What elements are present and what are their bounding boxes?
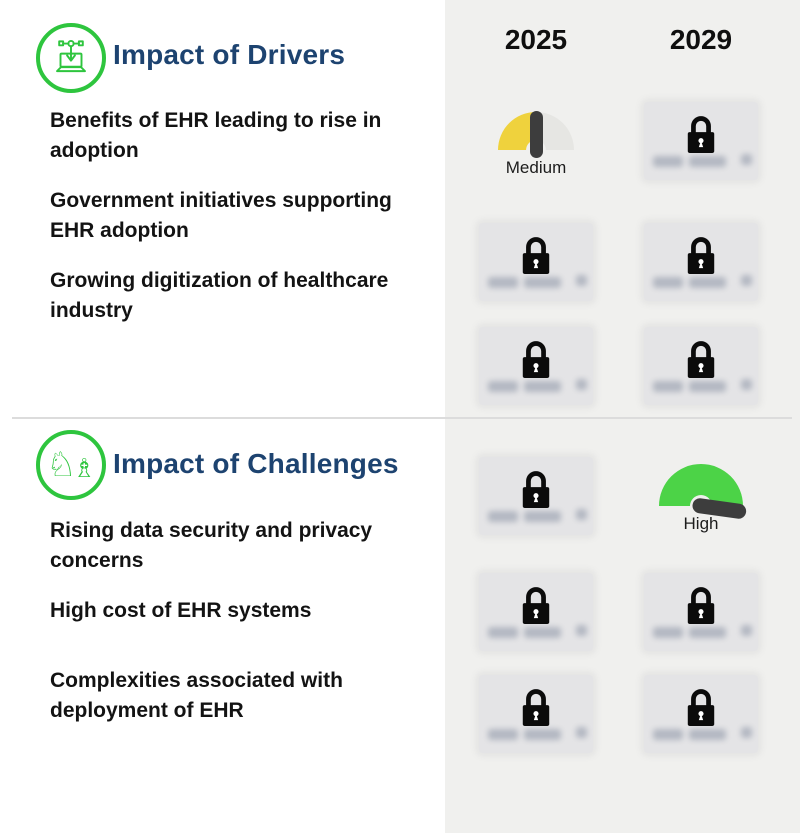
lock-icon [684,234,718,278]
locked-cell[interactable] [479,457,593,535]
gauge-level-label: Medium [505,158,567,177]
driver-item-label: Government initiatives supporting EHR adoption [50,189,392,242]
chess-bishop-glyph: ♗ [72,454,96,484]
lock-icon [684,338,718,382]
gauge-level-label: High [683,514,719,533]
lock-icon [684,686,718,730]
locked-cell[interactable] [644,223,758,301]
lock-icon [519,234,553,278]
driver-item-label: Growing digitization of healthcare industry [50,269,389,322]
locked-cell[interactable] [479,573,593,651]
section-divider [12,417,792,419]
lock-icon [684,113,718,157]
lock-icon [519,686,553,730]
locked-cell[interactable] [644,573,758,651]
locked-cell[interactable] [644,102,758,180]
challenge-item-label: Complexities associated with deployment of EHR [50,669,343,722]
locked-cell[interactable] [479,327,593,405]
chess-knight-glyph: ♘ [46,445,77,485]
locked-cell[interactable] [644,327,758,405]
challenge-item-label: Rising data security and privacy concerns [50,519,373,572]
challenge-item-label: High cost of EHR systems [50,599,312,622]
locked-cell[interactable] [644,675,758,753]
gauge-needle [530,111,543,158]
lock-icon [519,468,553,512]
challenges-section-title: Impact of Challenges [113,448,399,479]
drivers-section-title: Impact of Drivers [113,39,346,70]
lock-icon [519,584,553,628]
lock-icon [684,584,718,628]
impact-gauge-medium [498,112,574,178]
year-header-2029: 2029 [669,24,733,55]
year-header-2025: 2025 [504,24,568,55]
impact-gauge-high [659,464,743,534]
lock-icon [519,338,553,382]
driver-item-label: Benefits of EHR leading to rise in adoption [50,109,382,162]
locked-cell[interactable] [479,223,593,301]
chess-strategy-icon [36,430,106,500]
computer-adoption-icon [36,23,106,93]
locked-cell[interactable] [479,675,593,753]
